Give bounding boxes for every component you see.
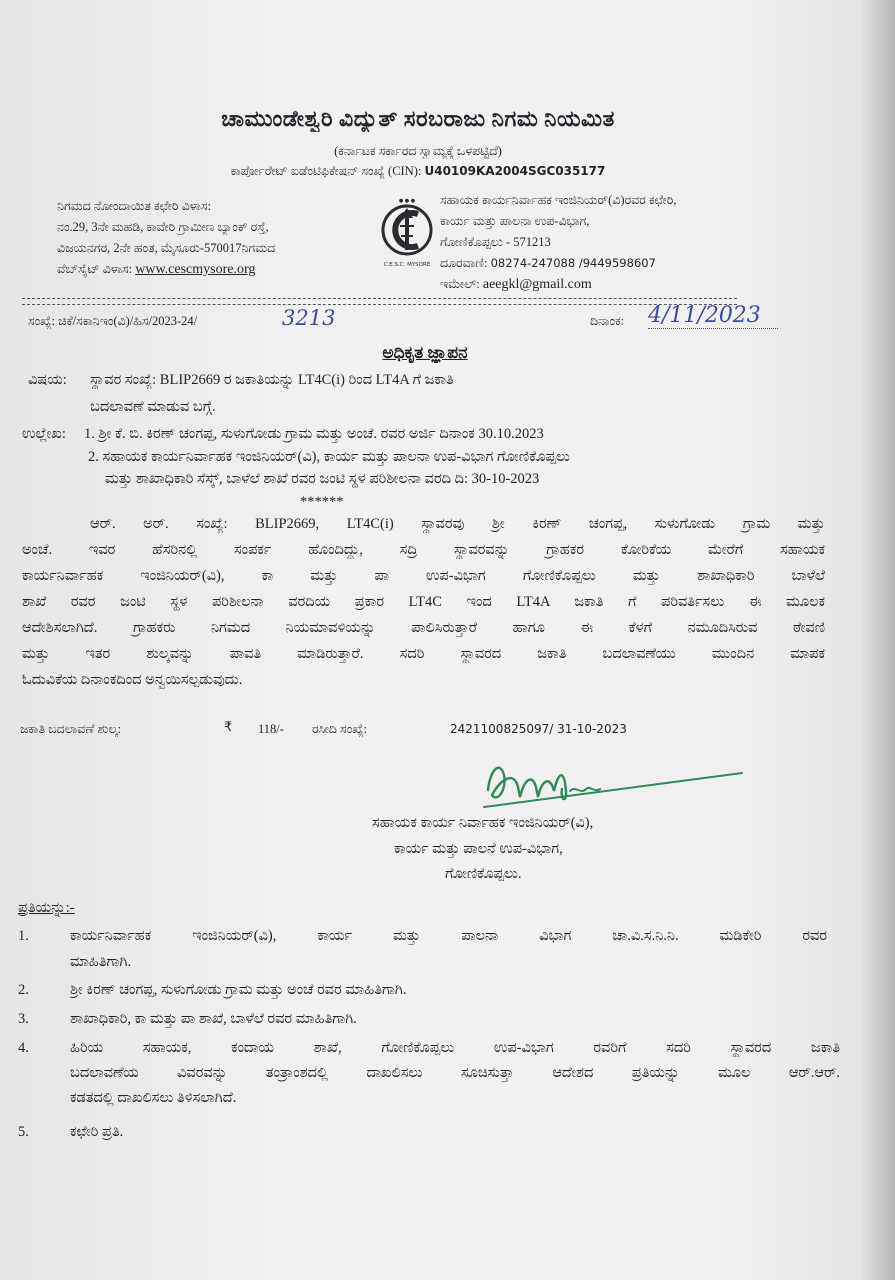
signatory-line1: ಸಹಾಯಕ ಕಾರ್ಯ ನಿರ್ವಾಹಕ ಇಂಜಿನಿಯರ್(ವಿ), [372,815,594,831]
phone-number: 08274-247088 /9449598607 [490,256,656,270]
references-label: ಉಲ್ಲೇಖ: [22,426,66,442]
copy-item-5-num: 5. [18,1124,29,1140]
body-line-6: ಮತ್ತು ಇತರ ಶುಲ್ಕವನ್ನು ಪಾವತಿ ಮಾಡಿರುತ್ತಾರೆ. ಸದರಿ ಸ್ಥಾವರದ ಜಕಾತಿ ಬದಲಾವಣೆಯು ಮುಂದಿನ ಮಾಪಕ [22,646,825,662]
signatory-line2: ಕಾರ್ಯ ಮತ್ತು ಪಾಲನೆ ಉಪ-ವಿಭಾಗ, [394,841,563,857]
cin-value: U40109KA2004SGC035177 [424,164,606,178]
phone-label: ದೂರವಾಣಿ: [440,256,488,270]
fee-amount: 118/- [258,722,284,736]
cin-line [0,164,836,179]
body-line-5: ಆದೇಶಿಸಲಾಗಿದೆ. ಗ್ರಾಹಕರು ನಿಗಮದ ನಿಯಮಾವಳಿಯನ್ನು ಪಾಲಿಸಿರುತ್ತಾರೆ ಹಾಗೂ ಈ ಕೆಳಗೆ ನಮೂದಿಸಿರುವ ಠೇವಣಿ [22,620,825,636]
copy-item-1-line2: ಮಾಹಿತಿಗಾಗಿ. [70,954,132,970]
ref-number-label: ಸಂಖ್ಯೆ: ಚಿಕೆ/ಸಕಾನಿಇಂ(ವಿ)/ಹಿಸ/2023-24/ [28,314,198,328]
svg-text:● ● ●: ● ● ● [398,198,416,204]
memo-title: ಅಧಿಕೃತ ಜ್ಞಾಪನ [382,343,468,362]
fee-currency: ₹ [224,720,233,735]
copy-item-1-num: 1. [18,928,29,944]
ref-number-handwritten: 3213 [282,306,336,330]
copy-item-2-line1: ಶ್ರೀ ಕಿರಣ್ ಚಂಗಪ್ಪ, ಸುಳುಗೋಡು ಗ್ರಾಮ ಮತ್ತು ಅಂಚೆ ರವರ ಮಾಹಿತಿಗಾಗಿ. [70,982,407,998]
email-line [440,277,860,293]
date-handwritten: 4/11/2023 [648,303,778,329]
copy-item-4-line2: ಬದಲಾವಣೆಯ ವಿವರವನ್ನು ತಂತ್ರಾಂಶದಲ್ಲಿ ದಾಖಲಿಸಲು ಸೂಚಿಸುತ್ತಾ ಆದೇಶದ ಪ್ರತಿಯನ್ನು ಮೂಲ ಆರ್.ಆರ್. [70,1065,840,1081]
website-line [57,262,375,278]
body-line-2: ಅಂಚೆ. ಇವರ ಹೆಸರಿನಲ್ಲಿ ಸಂಪರ್ಕ ಹೊಂದಿದ್ದು, ಸದ್ರಿ ಸ್ಥಾವರವನ್ನು ಗ್ರಾಹಕರ ಕೋರಿಕೆಯ ಮೇರೆಗೆ ಸಹಾಯಕ [22,542,825,558]
copy-item-1-line1: ಕಾರ್ಯನಿರ್ವಾಹಕ ಇಂಜಿನಿಯರ್(ವಿ), ಕಾರ್ಯ ಮತ್ತು ಪಾಲನಾ ವಿಭಾಗ ಚಾ.ವಿ.ಸ.ನಿ.ನಿ. ಮಡಿಕೇರಿ ರವರ [70,928,827,944]
body-line-7: ಓದುವಿಕೆಯ ದಿನಾಂಕದಿಂದ ಅನ್ವಯಿಸಲ್ಪಡುವುದು. [22,672,243,688]
org-name: ಚಾಮುಂಡೇಶ್ವರಿ ವಿದ್ಯುತ್ ಸರಬರಾಜು ನಿಗಮ ನಿಯಮಿತ [221,106,615,131]
separator-stars: ****** [300,494,344,510]
body-line-1: ಆರ್. ಅರ್. ಸಂಖ್ಯೆ: BLIP2669, LT4C(i) ಸ್ಥಾವರವು ಶ್ರೀ ಕಿರಣ್ ಚಂಗಪ್ಪ, ಸುಳುಗೋಡು ಗ್ರಾಮ ಮತ್ತು [90,516,825,532]
email-label: ಇಮೇಲ್: [440,277,480,291]
fee-label: ಜಕಾತಿ ಬದಲಾವಣೆ ಶುಲ್ಕ: [20,722,122,736]
cesc-logo [380,190,434,282]
subject-label: ವಿಷಯ: [28,372,67,388]
reference-item-2-cont: ಮತ್ತು ಶಾಖಾಧಿಕಾರಿ ಸೆಸ್ಕ್, ಬಾಳೆಲೆ ಶಾಖೆ ರವರ ಜಂಟಿ ಸ್ಥಳ ಪರಿಶೀಲನಾ ವರದಿ ದಿ: 30-10-2023 [105,471,540,487]
copy-item-2-num: 2. [18,982,29,998]
copy-item-4-line3: ಕಡತದಲ್ಲಿ ದಾಖಲಿಸಲು ತಿಳಿಸಲಾಗಿದೆ. [70,1090,237,1106]
receipt-label: ರಸೀದಿ ಸಂಖ್ಯೆ: [312,722,368,736]
reference-item-1: 1. ಶ್ರೀ ಕೆ. ಬಿ. ಕಿರಣ್ ಚಂಗಪ್ಪ, ಸುಳುಗೋಡು ಗ್ರಾಮ ಮತ್ತು ಅಂಚೆ. ರವರ ಅರ್ಜಿ ದಿನಾಂಕ 30.10.2023 [84,426,544,442]
receipt-number: 2421100825097/ 31-10-2023 [450,722,627,736]
header-rule-top [22,298,737,299]
copy-item-4-num: 4. [18,1040,29,1056]
reg-office-label: ನಿಗಮದ ನೋಂದಾಯಿತ ಕಛೇರಿ ವಿಳಾಸ: [57,199,212,213]
cin-label: ಕಾರ್ಪೋರೇಟ್ ಐಡೆಂಟಿಫಿಕೇಷನ್ ಸಂಖ್ಯೆ (CIN): [230,164,422,178]
copies-label: ಪ್ರತಿಯನ್ನು:- [18,900,75,916]
office-line3: ಗೋಣಿಕೊಪ್ಪಲು - 571213 [440,235,551,249]
website-url: www.cescmysore.org [135,262,256,277]
body-line-3: ಕಾರ್ಯನಿರ್ವಾಹಕ ಇಂಜಿನಿಯರ್(ವಿ), ಕಾ ಮತ್ತು ಪಾ ಉಪ-ವಿಭಾಗ ಗೋಣಿಕೊಪ್ಪಲು ಮತ್ತು ಶಾಖಾಧಿಕಾರಿ ಬಾಳೆಲೆ [22,568,825,584]
copy-item-3-num: 3. [18,1011,29,1027]
copy-item-4-line1: ಹಿರಿಯ ಸಹಾಯಕ, ಕಂದಾಯ ಶಾಖೆ, ಗೋಣಿಕೊಪ್ಪಲು ಉಪ-ವಿಭಾಗ ರವರಿಗೆ ಸದರಿ ಸ್ಥಾವರದ ಜಕಾತಿ [70,1040,840,1056]
date-label: ದಿನಾಂಕ: [590,314,625,328]
reg-office-line2: ವಿಜಯನಗರ, 2ನೇ ಹಂತ, ಮೈಸೂರು-570017ನಿಗಮದ [57,241,276,255]
reference-item-2: 2. ಸಹಾಯಕ ಕಾರ್ಯನಿರ್ವಾಹಕ ಇಂಜಿನಿಯರ್(ವಿ), ಕಾರ್ಯ ಮತ್ತು ಪಾಲನಾ ಉಪ-ವಿಭಾಗ ಗೋಣಿಕೊಪ್ಪಲು [88,449,570,465]
reg-office-line1: ನಂ.29, 3ನೇ ಮಹಡಿ, ಕಾವೇರಿ ಗ್ರಾಮೀಣ ಬ್ಯಾಂಕ್ ರಸ್ತೆ, [57,220,269,234]
logo-caption: C.E.S.C. MYSORE [383,262,431,268]
body-line-4: ಶಾಖೆ ರವರ ಜಂಟಿ ಸ್ಥಳ ಪರಿಶೀಲನಾ ವರದಿಯ ಪ್ರಕಾರ LT4C ಇಂದ LT4A ಜಕಾತಿ ಗೆ ಪರಿವರ್ತಿಸಲು ಈ ಮೂಲಕ [22,594,825,610]
office-line1: ಸಹಾಯಕ ಕಾರ್ಯನಿರ್ವಾಹಕ ಇಂಜಿನಿಯರ್(ವಿ)ರವರ ಕಛೇರಿ, [440,193,677,207]
phone-line [440,256,860,271]
email-address: aeegkl@gmail.com [482,277,592,292]
header-rule-bottom [22,304,737,305]
subject-line2: ಬದಲಾವಣೆ ಮಾಡುವ ಬಗ್ಗೆ. [90,399,216,415]
copy-item-5-line1: ಕಛೇರಿ ಪ್ರತಿ. [70,1124,124,1140]
signatory-line3: ಗೋಣಿಕೊಪ್ಪಲು. [445,866,522,882]
office-line2: ಕಾರ್ಯ ಮತ್ತು ಪಾಲನಾ ಉಪ-ವಿಭಾಗ, [440,214,590,228]
copy-item-3-line1: ಶಾಖಾಧಿಕಾರಿ, ಕಾ ಮತ್ತು ಪಾ ಶಾಖೆ, ಬಾಳೆಲೆ ರವರ ಮಾಹಿತಿಗಾಗಿ. [70,1011,357,1027]
website-label: ವೆಬ್‌ಸೈಟ್ ವಿಳಾಸ: [57,262,133,276]
subject-line1: ಸ್ಥಾವರ ಸಂಖ್ಯೆ: BLIP2669 ರ ಜಕಾತಿಯನ್ನು LT4C(i) ರಿಂದ LT4A ಗೆ ಜಕಾತಿ [90,372,454,388]
signature-mark [470,745,750,820]
ownership-note: (ಕರ್ನಾಟಕ ಸರ್ಕಾರದ ಸ್ವಾಮ್ಯಕ್ಕೆ ಒಳಪಟ್ಟಿದೆ) [334,144,502,158]
